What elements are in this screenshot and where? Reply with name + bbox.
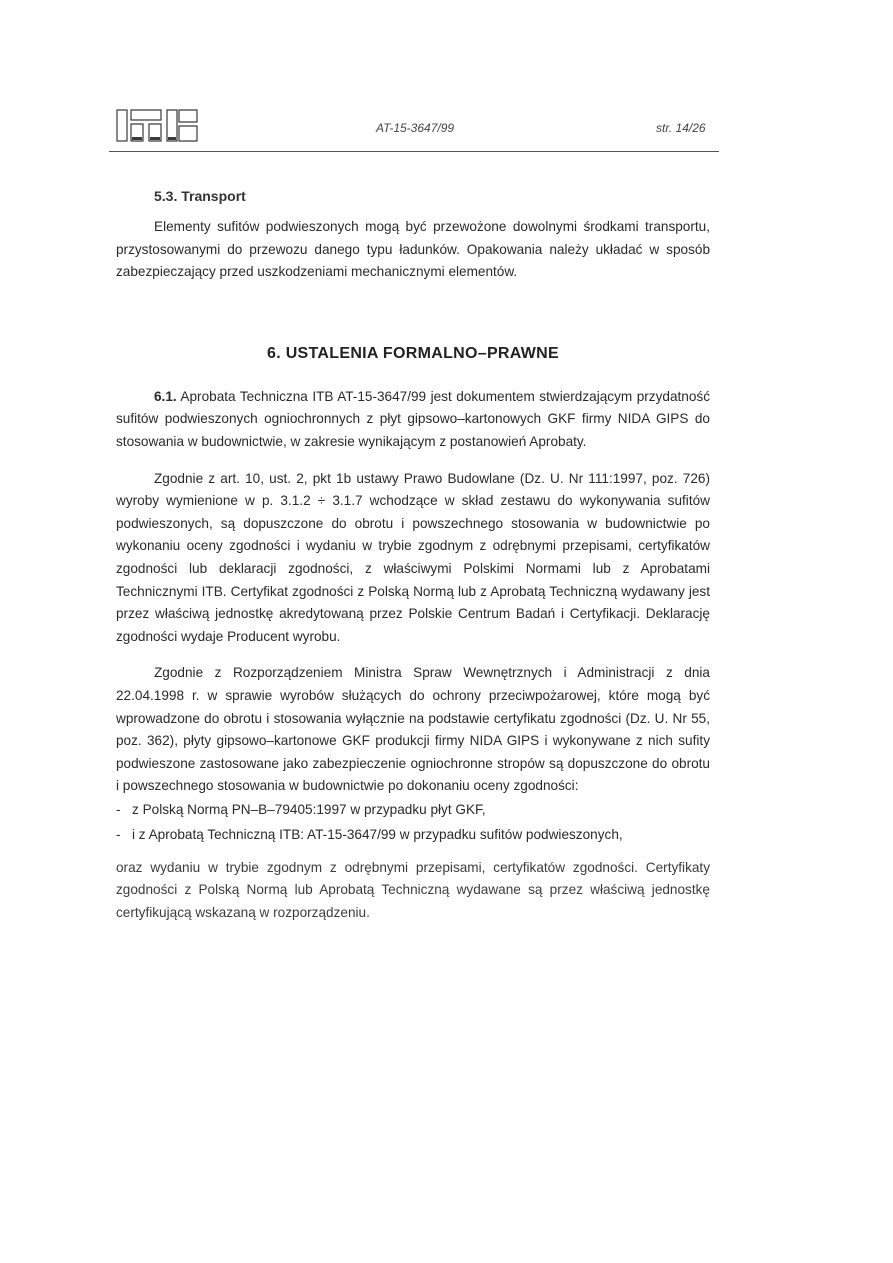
page-header	[0, 0, 893, 160]
list-item: - z Polską Normą PN–B–79405:1997 w przypadku płyt GKF,	[116, 798, 710, 822]
chapter-6-title: 6. USTALENIA FORMALNO–PRAWNE	[267, 344, 559, 362]
paragraph-certyfikaty: oraz wydaniu w trybie zgodnym z odrębnymi przepisami, certyfikatów zgodności. Certyfikaty zgodności z Polską Normą lub Aprobatą Techniczną wydawane są przez właściwą jednostkę certyfikującą wskazaną w rozporządzeniu.	[116, 859, 710, 921]
section-6-1-number: 6.1.	[154, 388, 177, 404]
list-item: - i z Aprobatą Techniczną ITB: AT-15-3647/99 w przypadku sufitów podwieszonych,	[116, 823, 710, 847]
document-body	[116, 184, 710, 925]
conformity-list	[116, 798, 710, 847]
document-id: AT-15-3647/99	[376, 121, 455, 135]
section-5-3-paragraph: Elementy sufitów podwieszonych mogą być przewożone dowolnymi środkami transportu, przystosowanymi do przewozu danego typu ładunków. Opakowania należy układać w sposób zabezpieczający przed uszkodzeniami mechanicznymi elementów.	[116, 219, 710, 280]
paragraph-prawo-budowlane: Zgodnie z art. 10, ust. 2, pkt 1b ustawy Prawo Budowlane (Dz. U. Nr 111:1997, poz. 726) wyroby wymienione w p. 3.1.2 ÷ 3.1.7 wchodzące w skład zestawu do wykonywania sufitów podwieszonych, są dopuszczone do obrotu i powszechnego stosowania w budownictwie po wykonaniu oceny zgodności i wydaniu w trybie zgodnym z odrębnymi przepisami, certyfikatów zgodności lub deklaracji zgodności, z właściwymi Polskimi Normami lub z Aprobatami Technicznymi ITB. Certyfikat zgodności z Polską Normą lub z Aprobatą Techniczną wydawany jest przez właściwą jednostkę akredytowaną przez Polskie Centrum Badań i Certyfikacji. Deklarację zgodności wydaje Producent wyrobu.	[116, 470, 710, 644]
section-6-1-paragraph	[116, 386, 710, 454]
header-divider	[109, 151, 719, 152]
paragraph-rozporzadzenie: Zgodnie z Rozporządzeniem Ministra Spraw Wewnętrznych i Administracji z dnia 22.04.1998 r. w sprawie wyrobów służących do ochrony przeciwpożarowej, które mogą być wprowadzone do obrotu i stosowania wyłącznie na podstawie certyfikatu zgodności (Dz. U. Nr 55, poz. 362), płyty gipsowo–kartonowe GKF produkcji firmy NIDA GIPS i wykonywane z nich sufity podwieszone zastosowane jako zabezpieczenie ogniochronne stropów są dopuszczone do obrotu i powszechnego stosowania w budownictwie po dokonaniu oceny zgodności:	[116, 665, 710, 794]
section-5-3-title: 5.3. Transport	[154, 188, 246, 204]
itb-logo-icon	[116, 106, 198, 142]
section-6-1-text: Aprobata Techniczna ITB AT-15-3647/99 jest dokumentem stwierdzającym przydatność sufitów podwieszonych ogniochronnych z płyt gipsowo–kartonowych GKF firmy NIDA GIPS do stosowania w budownictwie, w zakresie wynikającym z postanowień Aprobaty.	[116, 388, 710, 449]
page-number: str. 14/26	[656, 121, 706, 135]
